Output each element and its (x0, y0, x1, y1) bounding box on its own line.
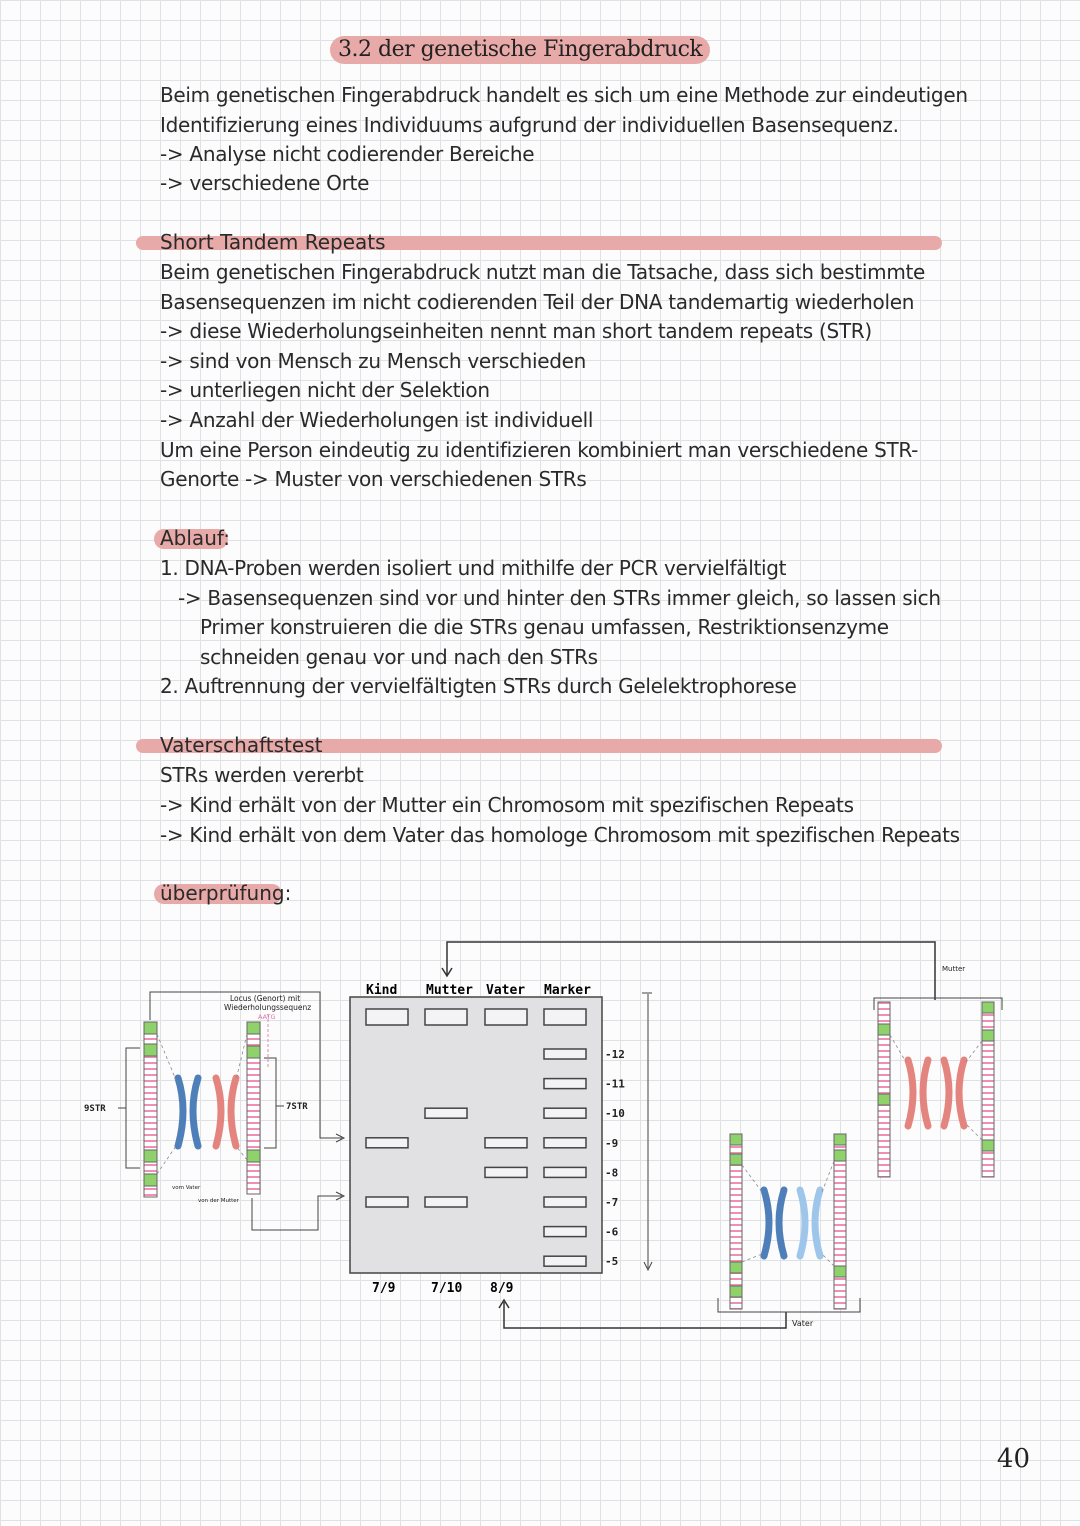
marker-number-5: -5 (605, 1255, 619, 1269)
str-line-7: Um eine Person eindeutig zu identifizieren kombiniert man verschiedene STR- (160, 438, 919, 462)
well-vater (485, 1009, 527, 1025)
ablauf-line-4: schneiden genau vor und nach den STRs (200, 645, 598, 669)
check-heading: überprüfung: (160, 881, 292, 905)
marker-ticks (605, 1048, 625, 1268)
lane-label-vater: Vater (486, 983, 526, 998)
from-father-label: vom Vater (172, 1185, 201, 1191)
marker-number-9: -9 (605, 1136, 619, 1150)
marker-band-11 (544, 1079, 586, 1089)
mother-label: Mutter (942, 965, 966, 973)
lane-label-marker: Marker (544, 983, 591, 998)
father-label: Vater (792, 1319, 814, 1328)
marker-number-6: -6 (605, 1225, 619, 1239)
marker-band-9 (544, 1138, 586, 1148)
well-marker (544, 1009, 586, 1025)
band-vater-8 (485, 1167, 527, 1177)
well-kind (366, 1009, 408, 1025)
right-str-label: 7STR (286, 1102, 308, 1112)
marker-number-12: -12 (605, 1048, 625, 1061)
genotype-vater: 8/9 (490, 1281, 514, 1296)
from-mother-label: von der Mutter (198, 1198, 239, 1204)
mother-chromosome-group (874, 998, 1002, 1177)
str-line-8: Genorte -> Muster von verschiedenen STRs (160, 467, 587, 491)
str-line-6: -> Anzahl der Wiederholungen ist individuell (160, 408, 594, 432)
father-connector (504, 1302, 786, 1328)
str-line-1: Beim genetischen Fingerabdruck nutzt man die Tatsache, dass sich bestimmte (160, 260, 926, 284)
page-number: 40 (996, 1444, 1030, 1474)
marker-band-5 (544, 1256, 586, 1266)
str-line-2: Basensequenzen im nicht codierenden Teil der DNA tandemartig wiederholen (160, 290, 915, 314)
band-kind-9 (366, 1138, 408, 1148)
band-vater-9 (485, 1138, 527, 1148)
left-str-label: 9STR (84, 1104, 106, 1114)
father-chromosome-group (718, 1134, 860, 1312)
intro-line-4: -> verschiedene Orte (160, 171, 370, 195)
str-line-5: -> unterliegen nicht der Selektion (160, 378, 490, 402)
marker-number-10: -10 (605, 1107, 625, 1121)
ablauf-line-5: 2. Auftrennung der vervielfältigten STRs durch Gelelektrophorese (160, 674, 797, 698)
band-mutter-10 (425, 1108, 467, 1118)
ablauf-line-2: -> Basensequenzen sind vor und hinter den STRs immer gleich, so lassen sich (178, 586, 941, 610)
locus-label-2: Wiederholungssequenz (224, 1003, 312, 1012)
marker-band-12 (544, 1049, 586, 1059)
locus-label: Locus (Genort) mit (230, 994, 301, 1003)
genotype-mutter: 7/10 (431, 1281, 463, 1296)
marker-band-7 (544, 1197, 586, 1207)
repeat-sequence: AATG (258, 1013, 276, 1021)
ablauf-heading: Ablauf: (160, 526, 230, 550)
vater-line-2: -> Kind erhält von der Mutter ein Chromosom mit spezifischen Repeats (160, 793, 854, 817)
intro-line-1: Beim genetischen Fingerabdruck handelt es sich um eine Methode zur eindeutigen (160, 83, 968, 107)
marker-band-6 (544, 1227, 586, 1237)
marker-band-10 (544, 1108, 586, 1118)
band-mutter-7 (425, 1197, 467, 1207)
band-kind-7 (366, 1197, 408, 1207)
well-mutter (425, 1009, 467, 1025)
intro-line-3: -> Analyse nicht codierender Bereiche (160, 142, 535, 166)
vater-line-1: STRs werden vererbt (160, 763, 364, 787)
marker-number-11: -11 (605, 1077, 625, 1091)
marker-number-7: -7 (605, 1196, 619, 1209)
lane-label-mutter: Mutter (426, 983, 473, 998)
str-heading: Short Tandem Repeats (160, 230, 386, 254)
marker-band-8 (544, 1167, 586, 1177)
str-line-3: -> diese Wiederholungseinheiten nennt man short tandem repeats (STR) (160, 319, 872, 343)
marker-number-8: -8 (605, 1166, 619, 1180)
genotype-kind: 7/9 (372, 1281, 396, 1296)
page-title: 3.2 der genetische Fingerabdruck (330, 36, 710, 64)
child-chromosome-group (118, 992, 344, 1230)
intro-line-2: Identifizierung eines Individuums aufgrund der individuellen Basensequenz. (160, 113, 899, 137)
ablauf-line-3: Primer konstruieren die die STRs genau umfassen, Restriktionsenzyme (200, 615, 889, 639)
vater-heading: Vaterschaftstest (160, 733, 323, 757)
ablauf-line-1: 1. DNA-Proben werden isoliert und mithilfe der PCR vervielfältigt (160, 556, 787, 580)
str-line-4: -> sind von Mensch zu Mensch verschieden (160, 349, 587, 373)
lane-label-kind: Kind (366, 983, 398, 998)
vater-line-3: -> Kind erhält von dem Vater das homologe Chromosom mit spezifischen Repeats (160, 823, 960, 847)
